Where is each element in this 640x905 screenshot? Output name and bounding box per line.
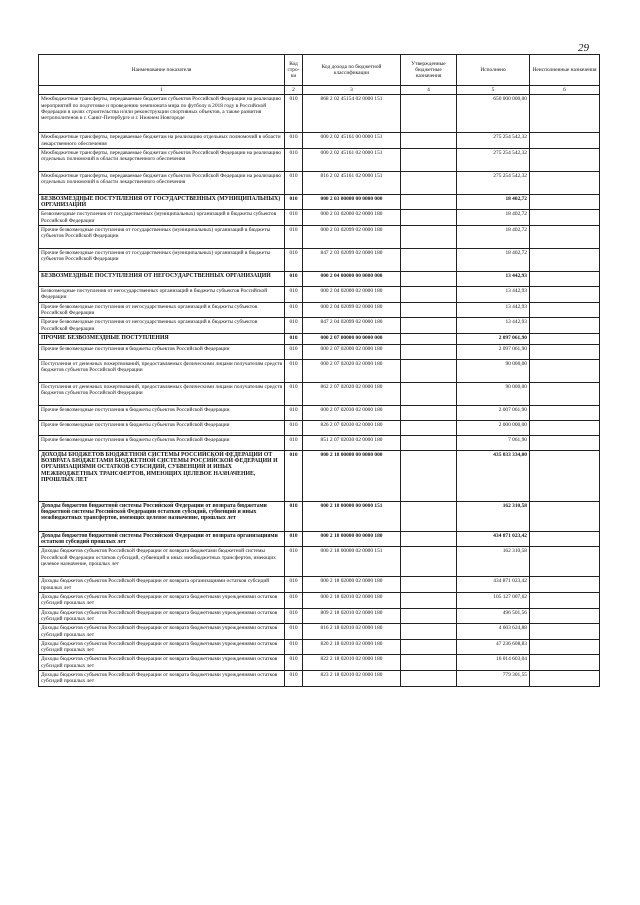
row-kbk: 000 2 18 02010 02 0000 180: [303, 593, 401, 609]
row-name: Доходы бюджетов субъектов Российской Федерации от возврата бюджетными учреждениями остатков субсидий прошлых лет: [39, 593, 285, 609]
row-name: Безвозмездные поступления от негосударственных организаций в бюджеты субъектов Российской Федерации: [39, 287, 285, 303]
row-unexecuted: [530, 272, 600, 287]
row-approved: [401, 593, 457, 609]
row-code: 010: [285, 577, 303, 593]
row-approved: [401, 318, 457, 334]
row-code: 010: [285, 547, 303, 577]
page-number: 29: [578, 42, 589, 54]
row-code: 010: [285, 671, 303, 687]
row-approved: [401, 671, 457, 687]
row-name: Прочие безвозмездные поступления от государственных (муниципальных) организаций в бюджеты субъектов Российской Федерации: [39, 226, 285, 249]
row-name: Межбюджетные трансферты, передаваемые бюджетам субъектов Российской Федерации на реализацию мероприятий по подготовке и проведению чемпионата мира по футболу в 2018 году в Российской Федерации в целях строительства и/или реконструкции спортивных объектов, а также развития метрополитенов в г. Санкт-Петербурге и г. Нижнем Новгороде: [39, 95, 285, 133]
row-approved: [401, 171, 457, 194]
row-name: Доходы бюджетов бюджетной системы Российской Федерации от возврата бюджетами бюджетной системы Российской Федерации остатков субсидий, субвенций и иных межбюджетных трансфертов, имеющих целевое назначение, прошлых лет: [39, 501, 285, 531]
row-name: ДОХОДЫ БЮДЖЕТОВ БЮДЖЕТНОЙ СИСТЕМЫ РОССИЙСКОЙ ФЕДЕРАЦИИ ОТ ВОЗВРАТА БЮДЖЕТАМИ БЮДЖЕТНОЙ СИСТЕМЫ РОССИЙСКОЙ ФЕДЕРАЦИИ И ОРГАНИЗАЦИЯМИ ОСТАТКОВ СУБСИДИЙ, СУБВЕНЦИЙ И ИНЫХ МЕЖБЮДЖЕТНЫХ ТРАНСФЕРТОВ, ИМЕЮЩИХ ЦЕЛЕВОЕ НАЗНАЧЕНИЕ, ПРОШЛЫХ ЛЕТ: [39, 450, 285, 501]
row-executed: 90 000,00: [457, 359, 530, 382]
row-name: Межбюджетные трансферты, передаваемые бюджетам субъектов Российской Федерации на реализацию отдельных полномочий в области лекарственного обеспечения: [39, 148, 285, 171]
row-kbk: 816 2 18 02010 02 0000 180: [303, 624, 401, 640]
row-executed: 18 402,72: [457, 249, 530, 272]
row-kbk: 820 2 18 02010 02 0000 180: [303, 639, 401, 655]
table-row: [39, 359, 600, 382]
table-row: [39, 287, 600, 303]
row-executed: 275 254 542,32: [457, 171, 530, 194]
row-unexecuted: [530, 95, 600, 133]
row-unexecuted: [530, 655, 600, 671]
row-unexecuted: [530, 287, 600, 303]
row-executed: 4 603 624,88: [457, 624, 530, 640]
row-code: 010: [285, 333, 303, 344]
row-unexecuted: [530, 194, 600, 210]
row-approved: [401, 531, 457, 547]
row-name: Доходы бюджетов субъектов Российской Федерации от возврата бюджетными учреждениями остатков субсидий прошлых лет: [39, 639, 285, 655]
table-body: [39, 95, 600, 686]
row-approved: [401, 148, 457, 171]
row-executed: 18 402,72: [457, 194, 530, 210]
row-approved: [401, 420, 457, 435]
row-approved: [401, 655, 457, 671]
row-unexecuted: [530, 531, 600, 547]
row-kbk: 000 2 03 00000 00 0000 000: [303, 194, 401, 210]
row-unexecuted: [530, 639, 600, 655]
table-header-row: [39, 55, 600, 86]
row-executed: 275 254 542,32: [457, 133, 530, 149]
table-row: [39, 655, 600, 671]
row-kbk: 000 2 03 02099 02 0000 180: [303, 226, 401, 249]
row-kbk: 847 2 03 02099 02 0000 180: [303, 249, 401, 272]
row-code: 010: [285, 226, 303, 249]
row-approved: [401, 226, 457, 249]
row-name: Прочие безвозмездные поступления в бюджеты субъектов Российской Федерации: [39, 344, 285, 359]
row-name: Межбюджетные трансферты, передаваемые бюджетам на реализацию отдельных полномочий в области лекарственного обеспечения: [39, 133, 285, 149]
row-kbk: 809 2 18 02010 02 0000 180: [303, 608, 401, 624]
table-row: [39, 671, 600, 687]
row-executed: 7 061,90: [457, 435, 530, 450]
row-kbk: 868 2 02 45154 02 0000 151: [303, 95, 401, 133]
row-code: 010: [285, 148, 303, 171]
row-executed: 18 402,72: [457, 226, 530, 249]
table-row: [39, 624, 600, 640]
row-unexecuted: [530, 547, 600, 577]
row-code: 010: [285, 501, 303, 531]
column-number-row: [39, 86, 600, 95]
row-code: 010: [285, 210, 303, 226]
row-approved: [401, 333, 457, 344]
table-row: [39, 148, 600, 171]
row-unexecuted: [530, 344, 600, 359]
row-kbk: 000 2 18 00000 00 0000 000: [303, 450, 401, 501]
row-unexecuted: [530, 148, 600, 171]
table-row: [39, 531, 600, 547]
row-name: Прочие безвозмездные поступления от негосударственных организаций в бюджеты субъектов Российской Федерации: [39, 302, 285, 318]
row-code: 010: [285, 287, 303, 303]
row-approved: [401, 272, 457, 287]
row-code: 010: [285, 435, 303, 450]
table-row: [39, 133, 600, 149]
row-code: 010: [285, 272, 303, 287]
row-kbk: 823 2 18 02010 02 0000 180: [303, 671, 401, 687]
row-unexecuted: [530, 450, 600, 501]
header-unexecuted: Неисполненные назначения: [530, 55, 600, 86]
row-kbk: 826 2 07 02030 02 0000 180: [303, 420, 401, 435]
row-kbk: 000 2 02 45161 02 0000 151: [303, 148, 401, 171]
row-executed: 47 236 608,83: [457, 639, 530, 655]
row-code: 010: [285, 593, 303, 609]
row-executed: 162 310,58: [457, 501, 530, 531]
row-code: 010: [285, 171, 303, 194]
row-name: ПРОЧИЕ БЕЗВОЗМЕЗДНЫЕ ПОСТУПЛЕНИЯ: [39, 333, 285, 344]
row-code: 010: [285, 95, 303, 133]
row-kbk: 000 2 18 00000 00 0000 180: [303, 531, 401, 547]
row-name: Поступления от денежных пожертвований, предоставляемых физическими лицами получателям средств бюджетов субъектов Российской Федерации: [39, 359, 285, 382]
row-code: 010: [285, 405, 303, 420]
row-unexecuted: [530, 577, 600, 593]
row-approved: [401, 95, 457, 133]
header-name: Наименование показателя: [39, 55, 285, 86]
row-name: БЕЗВОЗМЕЗДНЫЕ ПОСТУПЛЕНИЯ ОТ ГОСУДАРСТВЕННЫХ (МУНИЦИПАЛЬНЫХ) ОРГАНИЗАЦИЙ: [39, 194, 285, 210]
row-code: 010: [285, 450, 303, 501]
column-number: 4: [401, 86, 457, 95]
table-row: [39, 333, 600, 344]
row-approved: [401, 608, 457, 624]
row-name: Доходы бюджетов субъектов Российской Федерации от возврата бюджетными учреждениями остатков субсидий прошлых лет: [39, 608, 285, 624]
row-kbk: 000 2 18 00000 02 0000 151: [303, 547, 401, 577]
row-code: 010: [285, 608, 303, 624]
row-approved: [401, 450, 457, 501]
row-kbk: 847 2 04 02099 02 0000 180: [303, 318, 401, 334]
row-unexecuted: [530, 501, 600, 531]
row-unexecuted: [530, 249, 600, 272]
row-name: Доходы бюджетов субъектов Российской Федерации от возврата бюджетами бюджетной системы Российской Федерации остатков субсидий, субвенций и иных межбюджетных трансфертов, имеющих целевое назначение, прошлых лет: [39, 547, 285, 577]
row-code: 010: [285, 624, 303, 640]
row-name: Прочие безвозмездные поступления от государственных (муниципальных) организаций в бюджеты субъектов Российской Федерации: [39, 249, 285, 272]
row-unexecuted: [530, 210, 600, 226]
row-unexecuted: [530, 171, 600, 194]
row-kbk: 822 2 18 02010 02 0000 180: [303, 655, 401, 671]
row-kbk: 000 2 18 00000 00 0000 151: [303, 501, 401, 531]
row-kbk: 000 2 02 45161 00 0000 151: [303, 133, 401, 149]
row-kbk: 000 2 04 02099 02 0000 180: [303, 302, 401, 318]
row-approved: [401, 133, 457, 149]
column-number: 2: [285, 86, 303, 95]
row-executed: 650 000 000,00: [457, 95, 530, 133]
table-row: [39, 547, 600, 577]
row-approved: [401, 639, 457, 655]
row-unexecuted: [530, 133, 600, 149]
row-name: Прочие безвозмездные поступления в бюджеты субъектов Российской Федерации: [39, 435, 285, 450]
row-executed: 434 871 023,42: [457, 577, 530, 593]
row-unexecuted: [530, 671, 600, 687]
row-unexecuted: [530, 359, 600, 382]
row-approved: [401, 287, 457, 303]
header-approved: Утвержденные бюджетные назначения: [401, 55, 457, 86]
row-executed: 2 097 061,90: [457, 344, 530, 359]
row-name: Доходы бюджетов субъектов Российской Федерации от возврата бюджетными учреждениями остатков субсидий прошлых лет: [39, 624, 285, 640]
row-executed: 13 442,93: [457, 318, 530, 334]
row-executed: 275 254 542,32: [457, 148, 530, 171]
row-approved: [401, 577, 457, 593]
row-kbk: 000 2 07 02030 02 0000 180: [303, 405, 401, 420]
row-unexecuted: [530, 333, 600, 344]
table-row: [39, 593, 600, 609]
row-approved: [401, 194, 457, 210]
row-name: Прочие безвозмездные поступления от негосударственных организаций в бюджеты субъектов Российской Федерации: [39, 318, 285, 334]
row-approved: [401, 405, 457, 420]
row-executed: 90 000,00: [457, 382, 530, 405]
table-row: [39, 639, 600, 655]
row-kbk: 862 2 07 02020 02 0000 180: [303, 382, 401, 405]
row-approved: [401, 501, 457, 531]
row-approved: [401, 382, 457, 405]
header-code: Код стро-ки: [285, 55, 303, 86]
row-kbk: 000 2 07 02020 02 0000 180: [303, 359, 401, 382]
row-code: 010: [285, 420, 303, 435]
row-unexecuted: [530, 382, 600, 405]
row-code: 010: [285, 249, 303, 272]
table-row: [39, 171, 600, 194]
table-row: [39, 405, 600, 420]
row-code: 010: [285, 344, 303, 359]
row-unexecuted: [530, 624, 600, 640]
row-approved: [401, 210, 457, 226]
row-name: Межбюджетные трансферты, передаваемые бюджетам субъектов Российской Федерации на реализацию отдельных полномочий в области лекарственного обеспечения: [39, 171, 285, 194]
row-executed: 2 007 061,90: [457, 405, 530, 420]
row-kbk: 000 2 04 00000 00 0000 000: [303, 272, 401, 287]
table-row: [39, 577, 600, 593]
row-executed: 496 501,56: [457, 608, 530, 624]
table-row: [39, 210, 600, 226]
row-name: Доходы бюджетов субъектов Российской Федерации от возврата бюджетными учреждениями остатков субсидий прошлых лет: [39, 655, 285, 671]
row-executed: 434 871 023,42: [457, 531, 530, 547]
table-row: [39, 608, 600, 624]
row-name: БЕЗВОЗМЕЗДНЫЕ ПОСТУПЛЕНИЯ ОТ НЕГОСУДАРСТВЕННЫХ ОРГАНИЗАЦИЙ: [39, 272, 285, 287]
row-unexecuted: [530, 593, 600, 609]
table-row: [39, 272, 600, 287]
table-row: [39, 194, 600, 210]
column-number: 3: [303, 86, 401, 95]
row-code: 010: [285, 639, 303, 655]
column-number: 1: [39, 86, 285, 95]
table-row: [39, 344, 600, 359]
header-executed: Исполнено: [457, 55, 530, 86]
row-name: Доходы бюджетов субъектов Российской Федерации от возврата организациями остатков субсидий прошлых лет: [39, 577, 285, 593]
row-unexecuted: [530, 302, 600, 318]
row-code: 010: [285, 655, 303, 671]
table-row: [39, 95, 600, 133]
row-code: 010: [285, 382, 303, 405]
row-unexecuted: [530, 608, 600, 624]
column-number: 5: [457, 86, 530, 95]
row-name: Поступления от денежных пожертвований, предоставляемых физическими лицами получателям средств бюджетов субъектов Российской Федерации: [39, 382, 285, 405]
row-name: Безвозмездные поступления от государственных (муниципальных) организаций в бюджеты субъектов Российской Федерации: [39, 210, 285, 226]
table-row: [39, 226, 600, 249]
table-row: [39, 318, 600, 334]
column-number: 6: [530, 86, 600, 95]
table-row: [39, 420, 600, 435]
row-kbk: 000 2 07 00000 00 0000 000: [303, 333, 401, 344]
row-executed: 105 127 007,62: [457, 593, 530, 609]
row-kbk: 816 2 02 45161 02 0000 151: [303, 171, 401, 194]
row-kbk: 000 2 04 02000 02 0000 180: [303, 287, 401, 303]
row-code: 010: [285, 133, 303, 149]
row-code: 010: [285, 531, 303, 547]
row-approved: [401, 435, 457, 450]
row-executed: 13 442,93: [457, 287, 530, 303]
row-unexecuted: [530, 318, 600, 334]
table-row: [39, 382, 600, 405]
row-code: 010: [285, 359, 303, 382]
row-approved: [401, 249, 457, 272]
row-kbk: 000 2 03 02000 02 0000 180: [303, 210, 401, 226]
row-approved: [401, 344, 457, 359]
row-kbk: 000 2 18 02000 02 0000 180: [303, 577, 401, 593]
row-code: 010: [285, 318, 303, 334]
row-executed: 16 014 603,04: [457, 655, 530, 671]
row-executed: 779 301,55: [457, 671, 530, 687]
row-approved: [401, 624, 457, 640]
row-name: Прочие безвозмездные поступления в бюджеты субъектов Российской Федерации: [39, 405, 285, 420]
row-executed: 2 000 000,00: [457, 420, 530, 435]
row-code: 010: [285, 302, 303, 318]
row-executed: 13 442,93: [457, 302, 530, 318]
row-name: Доходы бюджетов бюджетной системы Российской Федерации от возврата организациями остатков субсидий прошлых лет: [39, 531, 285, 547]
row-name: Прочие безвозмездные поступления в бюджеты субъектов Российской Федерации: [39, 420, 285, 435]
row-unexecuted: [530, 435, 600, 450]
row-executed: 435 033 334,00: [457, 450, 530, 501]
row-executed: 162 310,58: [457, 547, 530, 577]
row-kbk: 000 2 07 02000 02 0000 180: [303, 344, 401, 359]
row-kbk: 851 2 07 02030 02 0000 180: [303, 435, 401, 450]
row-executed: 2 097 061,90: [457, 333, 530, 344]
table-row: [39, 249, 600, 272]
row-approved: [401, 547, 457, 577]
row-approved: [401, 359, 457, 382]
row-executed: 18 402,72: [457, 210, 530, 226]
row-unexecuted: [530, 420, 600, 435]
row-name: Доходы бюджетов субъектов Российской Федерации от возврата бюджетными учреждениями остатков субсидий прошлых лет: [39, 671, 285, 687]
row-approved: [401, 302, 457, 318]
row-executed: 13 442,93: [457, 272, 530, 287]
header-kbk: Код дохода по бюджетной классификации: [303, 55, 401, 86]
table-row: [39, 302, 600, 318]
table-row: [39, 450, 600, 501]
row-unexecuted: [530, 226, 600, 249]
revenue-table: [38, 54, 600, 687]
table-row: [39, 501, 600, 531]
row-code: 010: [285, 194, 303, 210]
table-row: [39, 435, 600, 450]
row-unexecuted: [530, 405, 600, 420]
